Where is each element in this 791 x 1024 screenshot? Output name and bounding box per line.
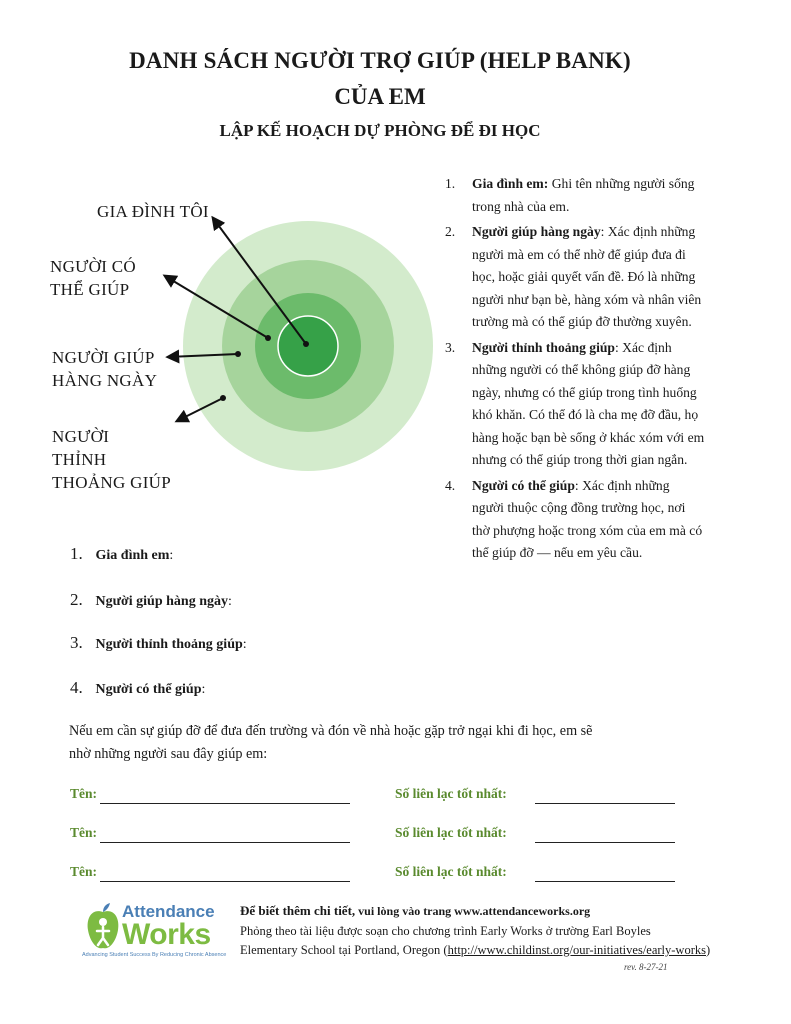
page-title: DANH SÁCH NGƯỜI TRỢ GIÚP (HELP BANK) <box>129 48 631 73</box>
contact-row: Tên: Số liên lạc tốt nhất: <box>70 825 690 847</box>
page-subtitle: LẬP KẾ HOẠCH DỰ PHÒNG ĐỂ ĐI HỌC <box>219 121 541 140</box>
form-item-daily[interactable]: 2. Người giúp hàng ngày: <box>70 590 232 609</box>
page-title-line2: CỦA EM <box>334 84 426 109</box>
apple-figure-icon <box>84 902 122 952</box>
attendance-works-logo: Attendance Works Advancing Student Success By Reducing Chronic Absence <box>82 902 227 958</box>
early-works-link[interactable]: http://www.childinst.org/our-initiatives/early-works <box>447 943 706 957</box>
instruction-item: 1. Gia đình em: Ghi tên những người sống trong nhà của em. <box>445 176 695 214</box>
name-field[interactable] <box>100 803 350 804</box>
revision-note: rev. 8-27-21 <box>624 962 668 972</box>
contact-row: Tên: Số liên lạc tốt nhất: <box>70 864 690 886</box>
instruction-item: 3. Người thỉnh thoảng giúp: Xác định những người có thể không giúp đỡ hàng ngày, nhưng có thể giúp trong tình huống khó khăn. Có thể đó là cha mẹ đỡ đầu, họ hàng hoặc bạn bè sống ở khác xóm với em nhưng có thể giúp trong thời gian ngắn. <box>445 339 705 467</box>
instruction-item: 4. Người có thể giúp: Xác định những người thuộc cộng đồng trường học, nơi thờ phượng hoặc trong xóm của em mà có thể giúp đỡ — nếu em yêu cầu. <box>445 477 703 560</box>
footer-info: Để biết thêm chi tiết, vui lòng vào trang www.attendanceworks.org Phỏng theo tài liệu được soạn cho chương trình Early Works ở trường Earl Boyles Elementary School tại Portland, Oregon (http://www.childinst.org/our-initiatives/early-works) <box>240 903 711 957</box>
contact-field[interactable] <box>535 842 675 843</box>
label-can-help: NGƯỜI CÓ THỂ GIÚP <box>50 257 136 299</box>
contact-row: Tên: Số liên lạc tốt nhất: <box>70 786 690 808</box>
name-field[interactable] <box>100 881 350 882</box>
label-family: GIA ĐÌNH TÔI <box>97 202 209 221</box>
intro-paragraph: Nếu em cần sự giúp đỡ để đưa đến trường và đón về nhà hoặc gặp trở ngại khi đi học, em sẽ nhờ những người sau đây giúp em: <box>69 723 593 762</box>
contact-field[interactable] <box>535 881 675 882</box>
label-daily: NGƯỜI GIÚP HÀNG NGÀY <box>52 348 158 390</box>
instructions-list <box>445 173 775 565</box>
instruction-item: 2. Người giúp hàng ngày: Xác định những người mà em có thể nhờ để giúp đưa đi học, hoặc giải quyết vấn đề. Đó là những người như bạn bè, hàng xóm và nhân viên trường mà có thể giúp đỡ thường xuyên. <box>445 224 702 329</box>
name-field[interactable] <box>100 842 350 843</box>
form-item-can-help[interactable]: 4. Người có thể giúp: <box>70 678 206 697</box>
label-occasional: NGƯỜI THỈNH THOẢNG GIÚP <box>52 427 171 492</box>
form-item-family[interactable]: 1. Gia đình em: <box>70 544 174 563</box>
form-item-occasional[interactable]: 3. Người thỉnh thoảng giúp: <box>70 633 247 652</box>
contact-field[interactable] <box>535 803 675 804</box>
